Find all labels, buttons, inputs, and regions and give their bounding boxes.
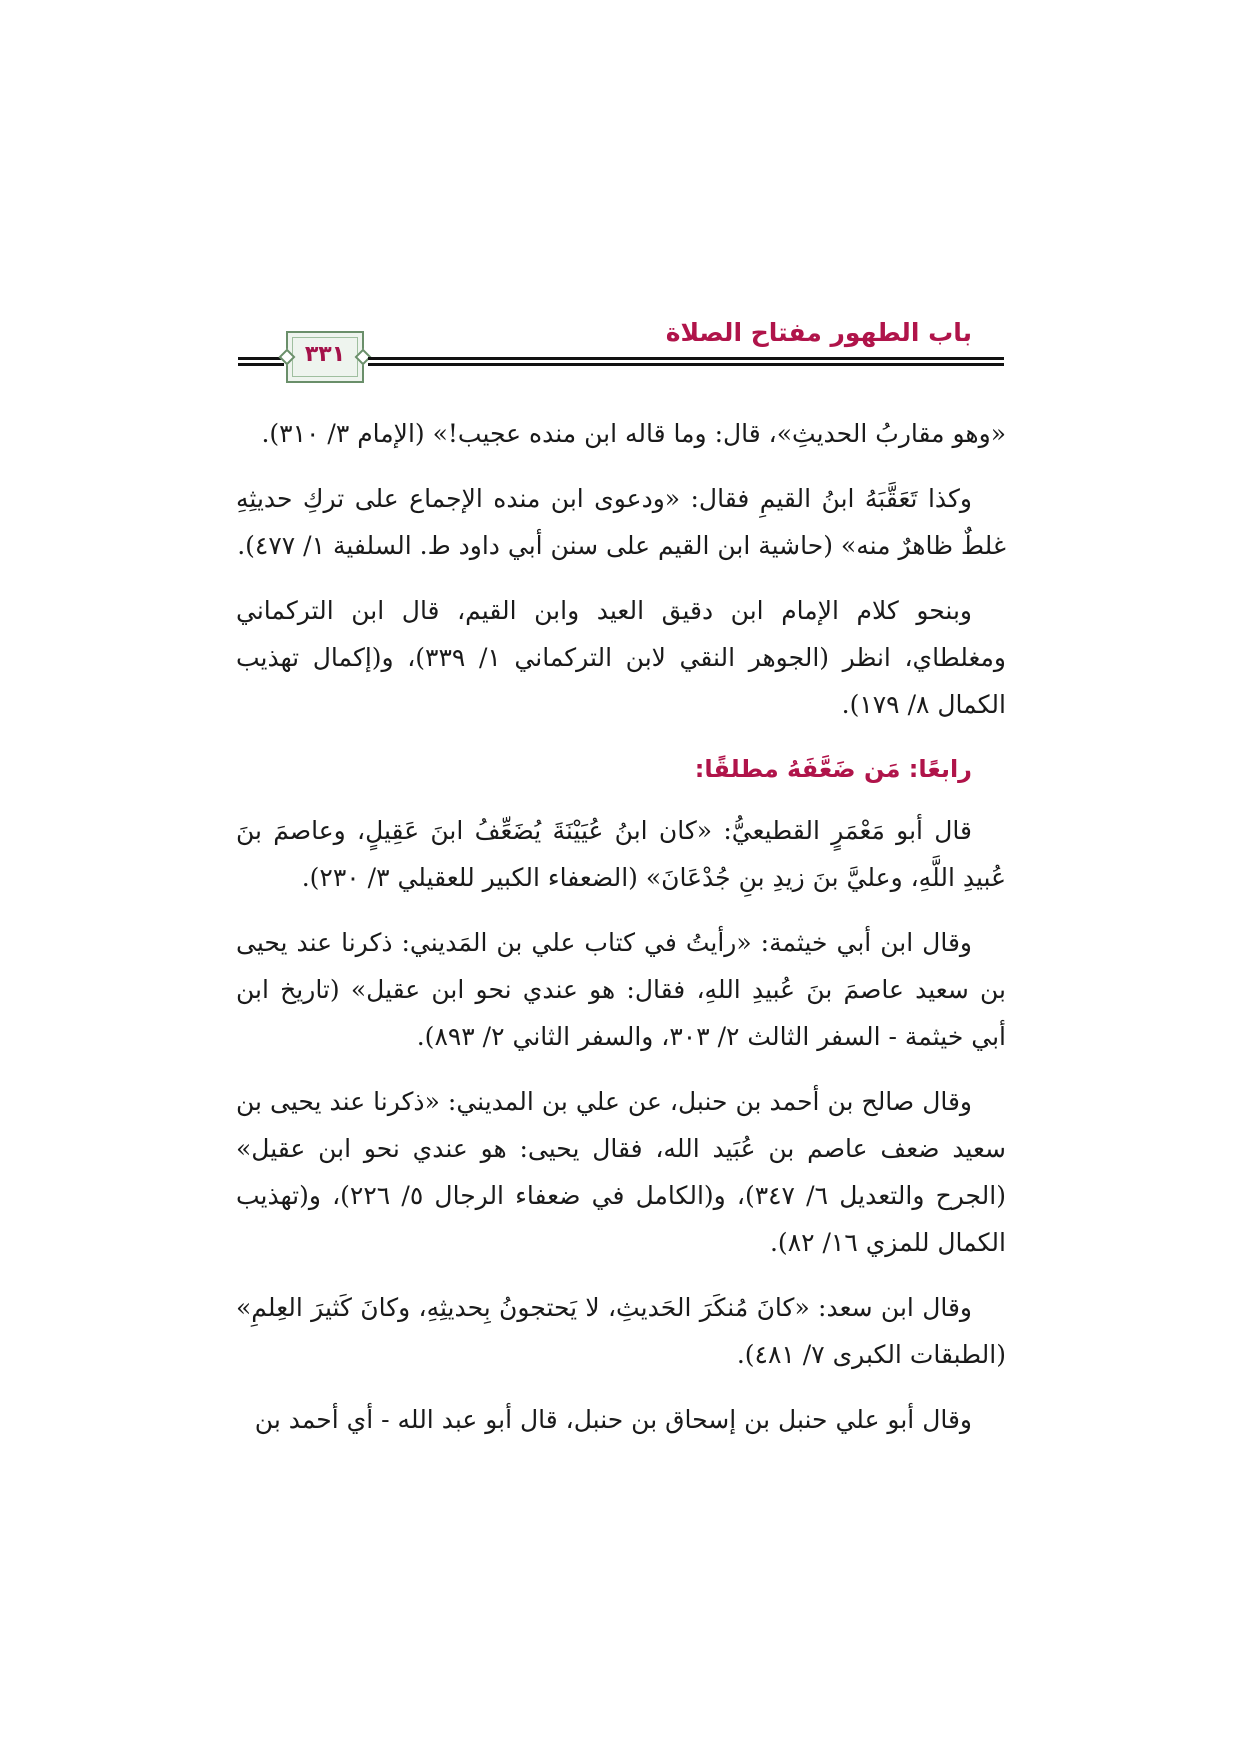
paragraph-continuation: «وهو مقاربُ الحديثِ»، قال: وما قاله ابن منده عجيب!» (الإمام ٣/ ٣١٠).: [261, 419, 1006, 448]
section-heading: رابعًا: مَن ضَعَّفَهُ مطلقًا:: [694, 755, 972, 783]
body-text: [236, 410, 1006, 1461]
header-rule-right: [368, 357, 1004, 366]
paragraph: وقال أبو علي حنبل بن إسحاق بن حنبل، قال أبو عبد الله - أي أحمد بن: [254, 1405, 972, 1434]
paragraph: وقال ابن أبي خيثمة: «رأيتُ في كتاب علي بن المَديني: ذكرنا عند يحيى بن سعيد عاصمَ بنَ عُبيدِ اللهِ، فقال: هو عندي نحو ابن عقيل» (تاريخ ابن أبي خيثمة - السفر الثالث ٢/ ٣٠٣، والسفر الثاني ٢/ ٨٩٣).: [236, 928, 1006, 1051]
page-number: ٣٣١: [304, 342, 346, 367]
header-rule-left: [238, 357, 284, 366]
paragraph: وقال ابن سعد: «كانَ مُنكَرَ الحَديثِ، لا يَحتجونُ بِحديثِهِ، وكانَ كَثيرَ العِلمِ» (الطبقات الكبرى ٧/ ٤٨١).: [236, 1293, 1006, 1369]
page-number-ornament: [286, 331, 364, 383]
paragraph: وكذا تَعَقَّبَهُ ابنُ القيمِ فقال: «ودعوى ابن منده الإجماع على تركِ حديثِهِ غلطٌ ظاهرٌ منه» (حاشية ابن القيم على سنن أبي داود ط. السلفية ١/ ٤٧٧).: [236, 484, 1006, 560]
paragraph: قال أبو مَعْمَرٍ القطيعيُّ: «كان ابنُ عُيَيْنَةَ يُضَعِّفُ ابنَ عَقِيلٍ، وعاصمَ بنَ عُبيدِ اللَّهِ، وعليَّ بنَ زيدِ بنِ جُدْعَانَ» (الضعفاء الكبير للعقيلي ٣/ ٢٣٠).: [236, 816, 1006, 892]
running-title: باب الطهور مفتاح الصلاة: [665, 318, 972, 347]
paragraph: وقال صالح بن أحمد بن حنبل، عن علي بن المديني: «ذكرنا عند يحيى بن سعيد ضعف عاصم بن عُبَيد الله، فقال يحيى: هو عندي نحو ابن عقيل» (الجرح والتعديل ٦/ ٣٤٧)، و(الكامل في ضعفاء الرجال ٥/ ٢٢٦)، و(تهذيب الكمال للمزي ١٦/ ٨٢).: [236, 1087, 1006, 1257]
paragraph: وبنحو كلام الإمام ابن دقيق العيد وابن القيم، قال ابن التركماني ومغلطاي، انظر (الجوهر النقي لابن التركماني ١/ ٣٣٩)، و(إكمال تهذيب الكمال ٨/ ١٧٩).: [236, 596, 1007, 719]
